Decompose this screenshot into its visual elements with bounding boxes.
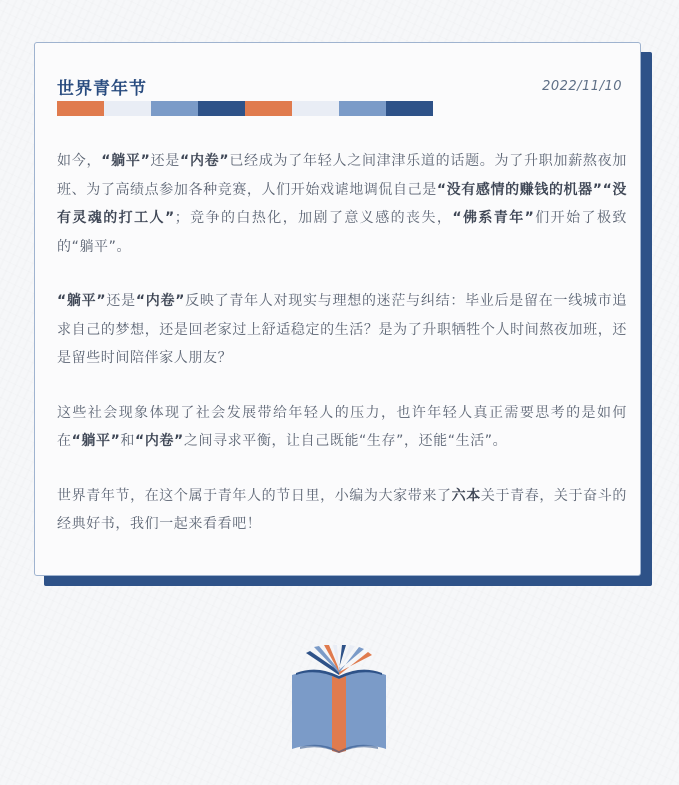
paragraph-text: 关于青春，关于奋斗的经典好书，我们一起来看看吧！ (57, 487, 627, 532)
paragraph-text: 如今， (57, 153, 102, 169)
book-right-cover (339, 672, 386, 753)
paragraph (57, 399, 627, 456)
emphasis-text: “内卷” (135, 293, 186, 309)
stripe-segment-pale (292, 101, 339, 116)
stripe-segment-navy (386, 101, 433, 116)
paragraph-text: 还是 (106, 293, 136, 309)
paragraph-text: 们开始了极致的“躺平”。 (57, 210, 627, 255)
paragraph (57, 482, 627, 539)
stripe-segment-orange (245, 101, 292, 116)
emphasis-text: “内卷” (135, 433, 184, 449)
paragraph-text: 世界青年节，在这个属于青年人的节日里，小编为大家带来了 (57, 487, 452, 504)
paragraph-text: 反映了青年人对现实与理想的迷茫与纠结：毕业后是留在一线城市追求自己的梦想，还是回老家过上舒适稳定的生活？是为了升职牺牲个人时间熬夜加班，还是留些时间陪伴家人朋友？ (57, 293, 627, 366)
book-spine (332, 676, 346, 753)
article-body (57, 147, 627, 539)
emphasis-text: “没有感情的赚钱的机器”“没有灵魂的打工人” (57, 181, 627, 226)
emphasis-text: 六本 (451, 487, 481, 504)
paragraph-text: 之间寻求平衡，让自己既能“生存”，还能“生活”。 (183, 433, 508, 449)
emphasis-text: “躺平” (101, 153, 151, 169)
book-left-cover (292, 672, 339, 753)
paragraph-text: 这些社会现象体现了社会发展带给年轻人的压力，也许年轻人真正需要思考的是如何在 (57, 404, 627, 449)
paragraph (57, 147, 627, 261)
emphasis-text: “内卷” (180, 153, 230, 169)
article-card (34, 42, 641, 576)
color-stripe-divider (57, 101, 433, 116)
article-title: 世界青年节 (57, 79, 147, 99)
emphasis-text: “躺平” (57, 293, 107, 309)
paragraph-text: 还是 (150, 153, 181, 169)
paragraph-text: 和 (120, 433, 136, 449)
paragraph-text: ；竞争的白热化，加剧了意义感的丧失， (174, 210, 453, 226)
article-date: 2022/11/10 (542, 79, 622, 94)
stripe-segment-pale (104, 101, 151, 116)
stripe-segment-orange (57, 101, 104, 116)
paragraph-text: 已经成为了年轻人之间津津乐道的话题。为了升职加薪熬夜加班、为了高绩点参加各种竞赛，人们开始戏谑地调侃自己是 (57, 153, 627, 198)
stripe-segment-steel-blue (339, 101, 386, 116)
open-book-icon (286, 645, 392, 755)
emphasis-text: “躺平” (71, 433, 121, 449)
stripe-segment-steel-blue (151, 101, 198, 116)
paragraph (57, 287, 627, 373)
emphasis-text: “佛系青年” (452, 210, 535, 226)
stripe-segment-navy (198, 101, 245, 116)
